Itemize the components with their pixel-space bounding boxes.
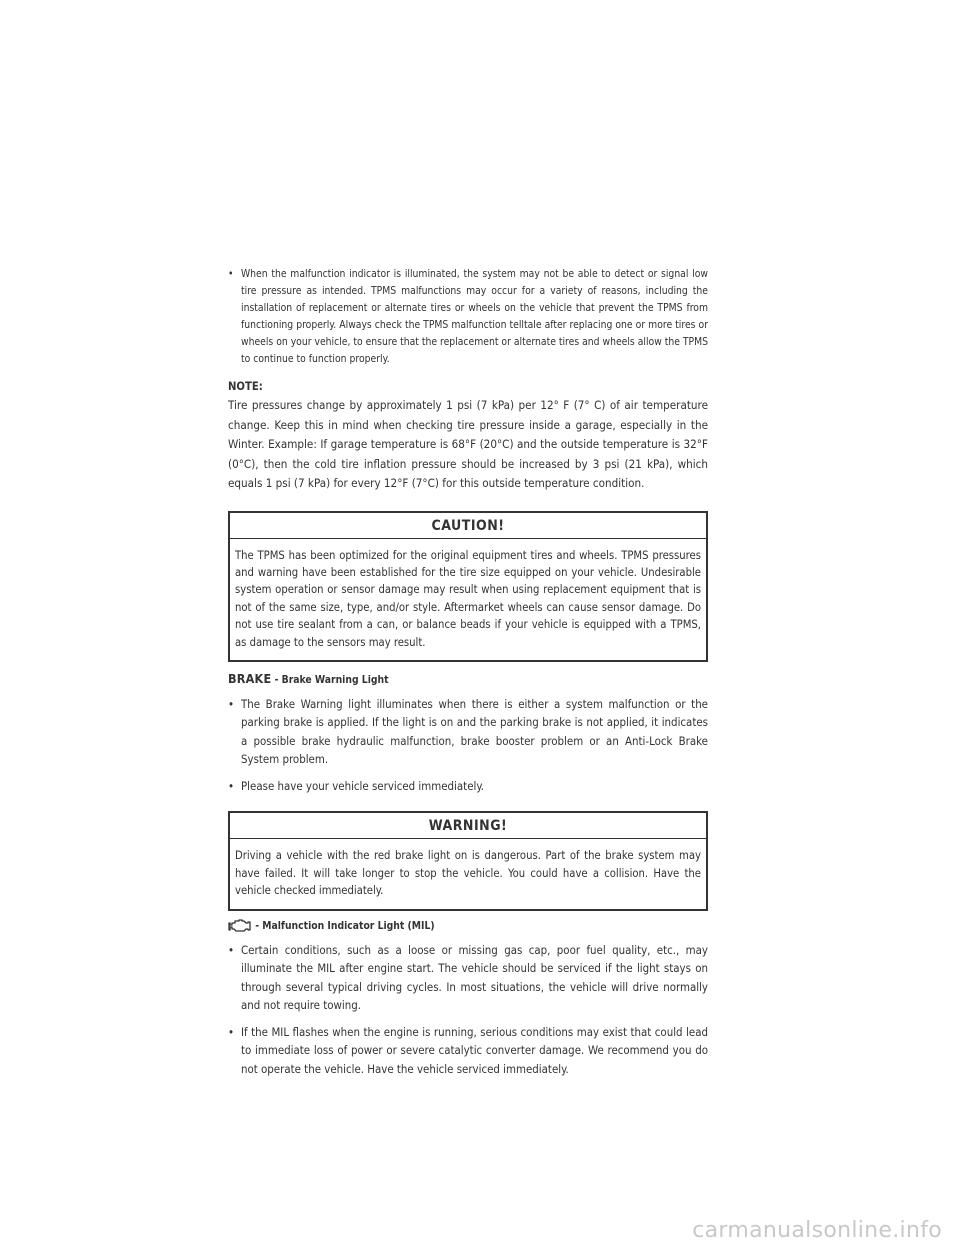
caution-box	[228, 511, 708, 662]
warning-title: WARNING!	[230, 813, 706, 839]
brake-heading-text: - Brake Warning Light	[271, 673, 389, 686]
brake-warning-heading	[228, 670, 708, 689]
brake-bullet-1: • The Brake Warning light illuminates when there is either a system malfunction or the parking brake is applied. If the light is on and the parking brake is not applied, it indicates a possible brake hydraulic malfunction, brake booster problem or an Anti-Lock Brake System problem.	[228, 695, 708, 769]
warning-text: Driving a vehicle with the red brake light on is dangerous. Part of the brake system may have failed. It will take longer to stop the vehicle. You could have a collision. Have the vehicle checked immediately.	[235, 849, 701, 898]
manual-page	[228, 266, 708, 1078]
engine-icon	[228, 918, 252, 934]
note-text: Tire pressures change by approximately 1 psi (7 kPa) per 12° F (7° C) of air temperature change. Keep this in mind when checking tire pressure inside a garage, especially in the Winter. Example: If garage temperature is 68°F (20°C) and the outside temperature is 32°F (0°C), then the cold tire inflation pressure should be increased by 3 psi (21 kPa), which equals 1 psi (7 kPa) for every 12°F (7°C) for this outside temperature condition.	[228, 398, 708, 490]
watermark: carmanualsonline.info	[692, 1218, 942, 1243]
caution-text: The TPMS has been optimized for the original equipment tires and wheels. TPMS pressures and warning have been established for the tire size equipped on your vehicle. Undesirable system operation or sensor damage may result when using replacement equipment that is not of the same size, type, and/or style. Aftermarket wheels can cause sensor damage. Do not use tire sealant from a can, or balance beads if your vehicle is equipped with a TPMS, as damage to the sensors may result.	[235, 548, 701, 649]
note-label: NOTE:	[228, 380, 263, 393]
mil-bullet-1: • Certain conditions, such as a loose or missing gas cap, poor fuel quality, etc., may illuminate the MIL after engine start. The vehicle should be serviced if the light stays on through several typical driving cycles. In most situations, the vehicle will drive normally and not require towing.	[228, 941, 708, 1015]
warning-box	[228, 811, 708, 910]
mil-heading-text: - Malfunction Indicator Light (MIL)	[252, 919, 435, 932]
mil-bullet-2: • If the MIL flashes when the engine is running, serious conditions may exist that could lead to immediate loss of power or severe catalytic converter damage. We recommend you do not operate the vehicle. Have the vehicle serviced immediately.	[228, 1023, 708, 1079]
tpms-malfunction-bullet: • When the malfunction indicator is illuminated, the system may not be able to detect or signal low tire pressure as intended. TPMS malfunctions may occur for a variety of reasons, including the installation of replacement or alternate tires or wheels on the vehicle that prevent the TPMS from functioning properly. Always check the TPMS malfunction telltale after replacing one or more tires or wheels on your vehicle, to ensure that the replacement or alternate tires and wheels allow the TPMS to continue to function properly.	[228, 266, 708, 368]
brake-icon: BRAKE	[228, 670, 272, 686]
brake-bullet-2: • Please have your vehicle serviced immediately.	[228, 777, 708, 796]
mil-heading	[228, 917, 708, 935]
caution-title: CAUTION!	[230, 513, 706, 539]
